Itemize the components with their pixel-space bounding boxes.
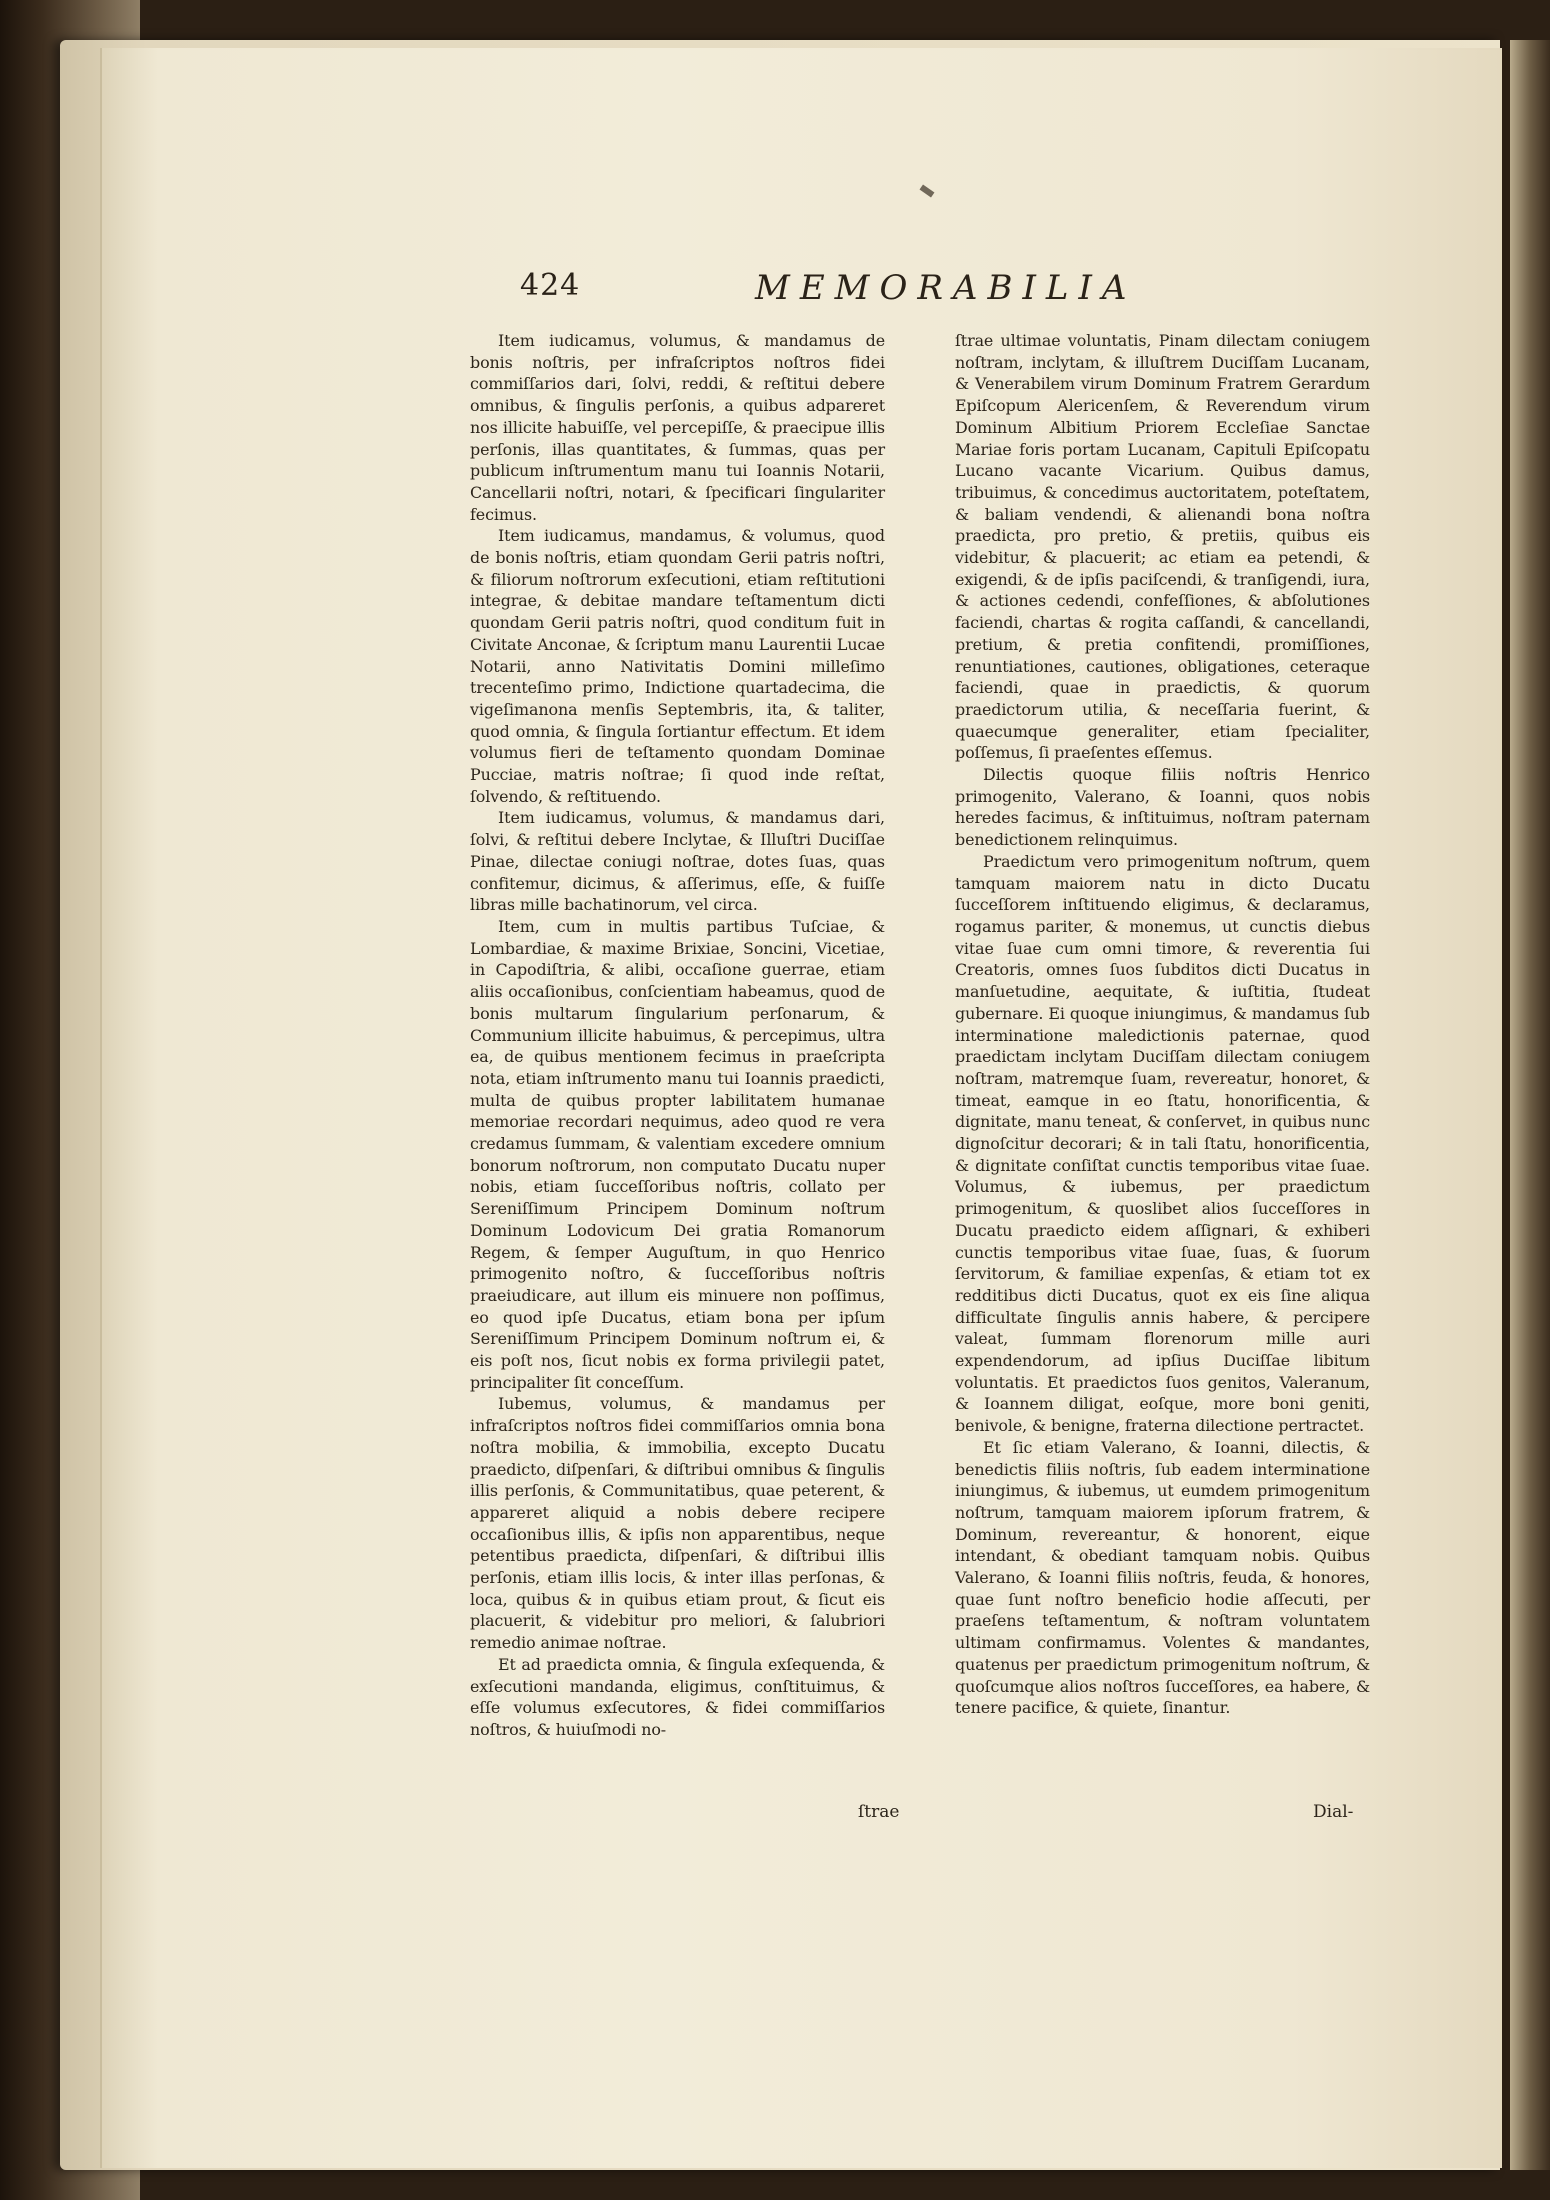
gutter — [1510, 40, 1550, 2170]
catchword-left: ſtrae — [858, 1802, 900, 1822]
left-column — [470, 330, 885, 1741]
paragraph: Item iudicamus, volumus, & mandamus dari, ſolvi, & reſtitui debere Inclytae, & Illuſtri Duciſſae Pinae, dilectae coniugi noſtrae, dotes ſuas, quas confitemur, dicimus, & aſſerimus, eſſe, & fuiſſe libras mille bachatinorum, vel circa. — [470, 808, 885, 915]
paragraph: Et ſic etiam Valerano, & Ioanni, dilectis, & benedictis filiis noſtris, ſub eadem interminatione iniungimus, & iubemus, ut eumdem primogenitum noſtrum, tamquam maiorem ipſorum fratrem, & Dominum, revereantur, & honorent, eique intendant, & obediant tamquam nobis. Quibus Valerano, & Ioanni filiis noſtris, feuda, & honores, quae ſunt noſtro beneficio hodie aſſecuti, per praeſens teſtamentum, & noſtram voluntatem ultimam confirmamus. Volentes & mandantes, quatenus per praedictum primogenitum noſtrum, & quoſcumque alios noſtros ſucceſſores, ea habere, & tenere pacifice, & quiete, ſinantur. — [955, 1437, 1370, 1718]
right-column — [955, 330, 1370, 1719]
paragraph: Dilectis quoque filiis noſtris Henrico primogenito, Valerano, & Ioanni, quos nobis heredes facimus, & inſtituimus, noſtram paternam benedictionem relinquimus. — [955, 765, 1370, 850]
paragraph: ſtrae ultimae voluntatis, Pinam dilectam coniugem noſtram, inclytam, & illuſtrem Duciſſam Lucanam, & Venerabilem virum Dominum Fratrem Gerardum Epiſcopum Alericenſem, & Reverendum virum Dominum Albitium Priorem Eccleſiae Sanctae Mariae foris portam Lucanam, Capituli Epiſcopatu Lucano vacante Vicarium. Quibus damus, tribuimus, & concedimus auctoritatem, poteſtatem, & baliam vendendi, & alienandi bona noſtra praedicta, pro pretio, & pretiis, quibus eis videbitur, & placuerit; ac etiam ea petendi, & exigendi, & de ipſis paciſcendi, & tranſigendi, iura, & actiones cedendi, confeſſiones, & abſolutiones faciendi, chartas & rogita caſſandi, & cancellandi, pretium, & pretia confitendi, promiſſiones, renuntiationes, cautiones, obligationes, ceteraque faciendi, quae in praedictis, & quorum praedictorum utilia, & neceſſaria fuerint, & quaecumque generaliter, etiam ſpecialiter, poſſemus, ſi praeſentes eſſemus. — [955, 331, 1370, 763]
paragraph: Praedictum vero primogenitum noſtrum, quem tamquam maiorem natu in dicto Ducatu ſucceſſorem inſtituendo eligimus, & declaramus, rogamus pariter, & monemus, ut cunctis diebus vitae ſuae cum omni timore, & reverentia ſui Creatoris, omnes ſuos ſubditos dicti Ducatus in manſuetudine, aequitate, & iuſtitia, ſtudeat gubernare. Ei quoque iniungimus, & mandamus ſub interminatione maledictionis paternae, quod praedictam inclytam Duciſſam dilectam coniugem noſtram, matremque ſuam, revereatur, honoret, & timeat, eamque in eo ſtatu, honorificentia, & dignitate, manu teneat, & conſervet, in quibus nunc dignoſcitur decorari; & in tali ſtatu, honorificentia, & dignitate conſiſtat cunctis temporibus vitae ſuae. Volumus, & iubemus, per praedictum primogenitum, & quoslibet alios ſucceſſores in Ducatu praedicto eidem aſſignari, & exhiberi cunctis temporibus vitae ſuae, ſuas, & ſuorum ſervitorum, & familiae expenſas, & etiam tot ex redditibus dicti Ducatus, quot ex eis ſine aliqua difficultate ſingulis annis habere, & percipere valeat, ſummam florenorum mille auri expendendorum, ad ipſius Duciſſae libitum voluntatis. Et praedictos ſuos genitos, Valeranum, & Ioannem diligat, eoſque, more boni geniti, benivole, & benigne, fraterna dilectione pertractet. — [955, 851, 1370, 1436]
paragraph: Iubemus, volumus, & mandamus per infraſcriptos noſtros fidei commiſſarios omnia bona noſtra mobilia, & immobilia, excepto Ducatu praedicto, diſpenſari, & diſtribui omnibus & ſingulis illis perſonis, & Communitatibus, quae peterent, & appareret aliquid a nobis debere recipere occaſionibus illis, & ipſis non apparentibus, neque petentibus praedicta, diſpenſari, & diſtribui illis perſonis, etiam illis locis, & inter illas perſonas, & loca, quibus & in quibus etiam prout, & ſicut eis placuerit, & videbitur pro meliori, & ſalubriori remedio animae noſtrae. — [470, 1394, 885, 1653]
paragraph: Item, cum in multis partibus Tuſciae, & Lombardiae, & maxime Brixiae, Soncini, Vicetiae, in Capodiſtria, & alibi, occaſione guerrae, etiam aliis occaſionibus, conſcientiam habeamus, quod de bonis multarum ſingularium perſonarum, & Communium illicite habuimus, & percepimus, ultra ea, de quibus mentionem fecimus in praeſcripta nota, etiam inſtrumento manu tui Ioannis praedicti, multa de quibus propter labilitatem humanae memoriae recordari nequimus, adeo quod re vera credamus ſummam, & valentiam excedere omnium bonorum noſtrorum, non computato Ducatu nuper nobis, etiam ſucceſſoribus noſtris, collato per Sereniſſimum Principem Dominum noſtrum Dominum Lodovicum Dei gratia Romanorum Regem, & ſemper Auguſtum, in quo Henrico primogenito noſtro, & ſucceſſoribus noſtris praeiudicare, aut illum eis minuere non poſſimus, eo quod ipſe Ducatus, etiam bona per ipſum Sereniſſimum Principem Dominum noſtrum ei, & eis poſt nos, ſicut nobis ex forma privilegii patet, principaliter ſit conceſſum. — [470, 916, 885, 1392]
paragraph: Item iudicamus, mandamus, & volumus, quod de bonis noſtris, etiam quondam Gerii patris noſtri, & filiorum noſtrorum exſecutioni, etiam reſtitutioni integrae, & debitae mandare teſtamentum dicti quondam Gerii patris noſtri, quod conditum fuit in Civitate Anconae, & ſcriptum manu Laurentii Lucae Notarii, anno Nativitatis Domini milleſimo trecenteſimo primo, Indictione quartadecima, die vigeſimanona menſis Septembris, ita, & taliter, quod omnia, & ſingula ſortiantur effectum. Et idem volumus fieri de teſtamento quondam Dominae Pucciae, matris noſtrae; ſi quod inde reſtat, ſolvendo, & reſtituendo. — [470, 526, 885, 806]
page-number: 424 — [520, 268, 581, 303]
page-header — [520, 268, 1180, 314]
catchword-right: Dial- — [1313, 1802, 1354, 1822]
paragraph: Item iudicamus, volumus, & mandamus de bonis noſtris, per infraſcriptos noſtros fidei commiſſarios dari, ſolvi, reddi, & reſtitui debere omnibus, & ſingulis perſonis, a quibus adpareret nos illicite habuiſſe, vel percepiſſe, & praecipue illis perſonis, illas quantitates, & ſummas, quas per publicum inſtrumentum manu tui Ioannis Notarii, Cancellarii noſtri, notari, & ſpecificari ſingulariter fecimus. — [470, 331, 885, 524]
running-title: MEMORABILIA — [755, 268, 1137, 308]
paragraph: Et ad praedicta omnia, & ſingula exſequenda, & exſecutioni mandanda, eligimus, conſtituimus, & eſſe volumus exſecutores, & fidei commiſſarios noſtros, & huiuſmodi no- — [470, 1654, 885, 1739]
